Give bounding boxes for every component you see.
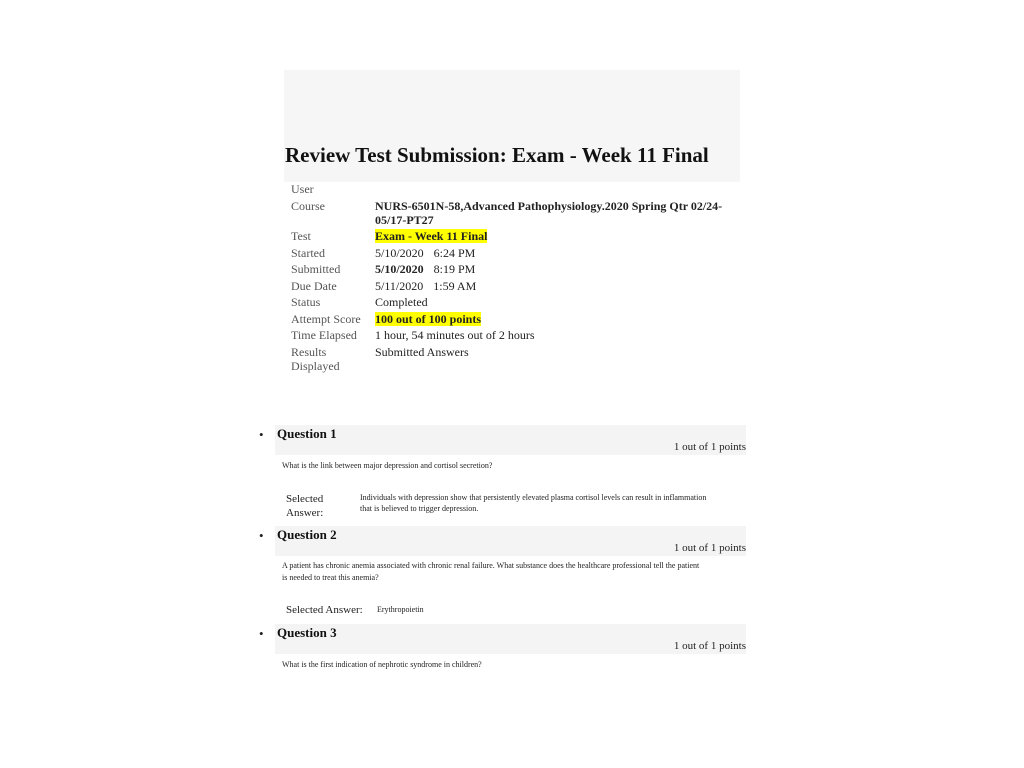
summary-row-test bbox=[291, 229, 731, 246]
submitted-time: 8:19 PM bbox=[433, 262, 476, 276]
due-time: 1:59 AM bbox=[433, 278, 477, 293]
question-points: 1 out of 1 points bbox=[673, 542, 746, 554]
bullet-icon: • bbox=[259, 427, 264, 442]
time-elapsed-label: Time Elapsed bbox=[291, 328, 357, 342]
user-value bbox=[375, 182, 731, 199]
selected-answer: Erythropoietin bbox=[377, 605, 424, 614]
selected-answer: Individuals with depression show that persistently elevated plasma cortisol levels can result in inflammation that is believed to trigger depression. bbox=[360, 493, 707, 513]
bullet-icon: • bbox=[259, 626, 264, 641]
submitted-date: 5/10/2020 bbox=[375, 262, 424, 276]
bullet-icon: • bbox=[259, 528, 264, 543]
question-points: 1 out of 1 points bbox=[673, 441, 746, 453]
attempt-score-label: Attempt Score bbox=[291, 311, 361, 326]
test-label: Test bbox=[291, 229, 311, 243]
test-value: Exam - Week 11 Final bbox=[375, 229, 488, 243]
question-title: Question 2 bbox=[277, 527, 337, 542]
question-text: A patient has chronic anemia associated with chronic renal failure. What substance does the healthcare professional tell the patient is needed to treat this anemia? bbox=[282, 561, 700, 582]
status-value: Completed bbox=[375, 295, 428, 309]
summary-row-results bbox=[291, 345, 731, 376]
course-label: Course bbox=[291, 198, 325, 213]
summary-row-submitted bbox=[291, 262, 731, 279]
question-header bbox=[275, 425, 746, 455]
started-date: 5/10/2020 bbox=[375, 245, 424, 260]
question-title: Question 3 bbox=[277, 625, 337, 640]
course-value: NURS-6501N-58,Advanced Pathophysiology.2020 Spring Qtr 02/24-05/17-PT27 bbox=[375, 198, 723, 227]
status-label: Status bbox=[291, 295, 321, 309]
time-elapsed-value: 1 hour, 54 minutes out of 2 hours bbox=[375, 328, 535, 342]
question-header bbox=[275, 526, 746, 556]
question-text: What is the first indication of nephrotic syndrome in children? bbox=[282, 660, 482, 669]
summary-row-score bbox=[291, 312, 731, 329]
due-date-label: Due Date bbox=[291, 278, 337, 293]
started-time: 6:24 PM bbox=[433, 245, 476, 260]
submission-summary bbox=[291, 182, 731, 375]
summary-row-status bbox=[291, 295, 731, 312]
page-title: Review Test Submission: Exam - Week 11 Final bbox=[285, 143, 709, 167]
due-date: 5/11/2020 bbox=[375, 278, 424, 293]
results-displayed-value: Submitted Answers bbox=[375, 344, 469, 359]
question-points: 1 out of 1 points bbox=[673, 640, 746, 652]
summary-row-started bbox=[291, 246, 731, 263]
results-displayed-label: Results Displayed bbox=[291, 344, 340, 373]
attempt-score-value: 100 out of 100 points bbox=[375, 311, 482, 326]
selected-answer-label: Selected Answer: bbox=[286, 493, 324, 519]
user-label: User bbox=[291, 182, 314, 196]
summary-row-user bbox=[291, 182, 731, 199]
summary-row-due bbox=[291, 279, 731, 296]
submitted-label: Submitted bbox=[291, 262, 341, 276]
question-text: What is the link between major depression and cortisol secretion? bbox=[282, 461, 493, 470]
question-title: Question 1 bbox=[277, 426, 337, 441]
summary-row-course bbox=[291, 199, 731, 230]
question-header bbox=[275, 624, 746, 654]
started-label: Started bbox=[291, 245, 325, 260]
summary-row-elapsed bbox=[291, 328, 731, 345]
selected-answer-label: Selected Answer: bbox=[286, 604, 363, 616]
